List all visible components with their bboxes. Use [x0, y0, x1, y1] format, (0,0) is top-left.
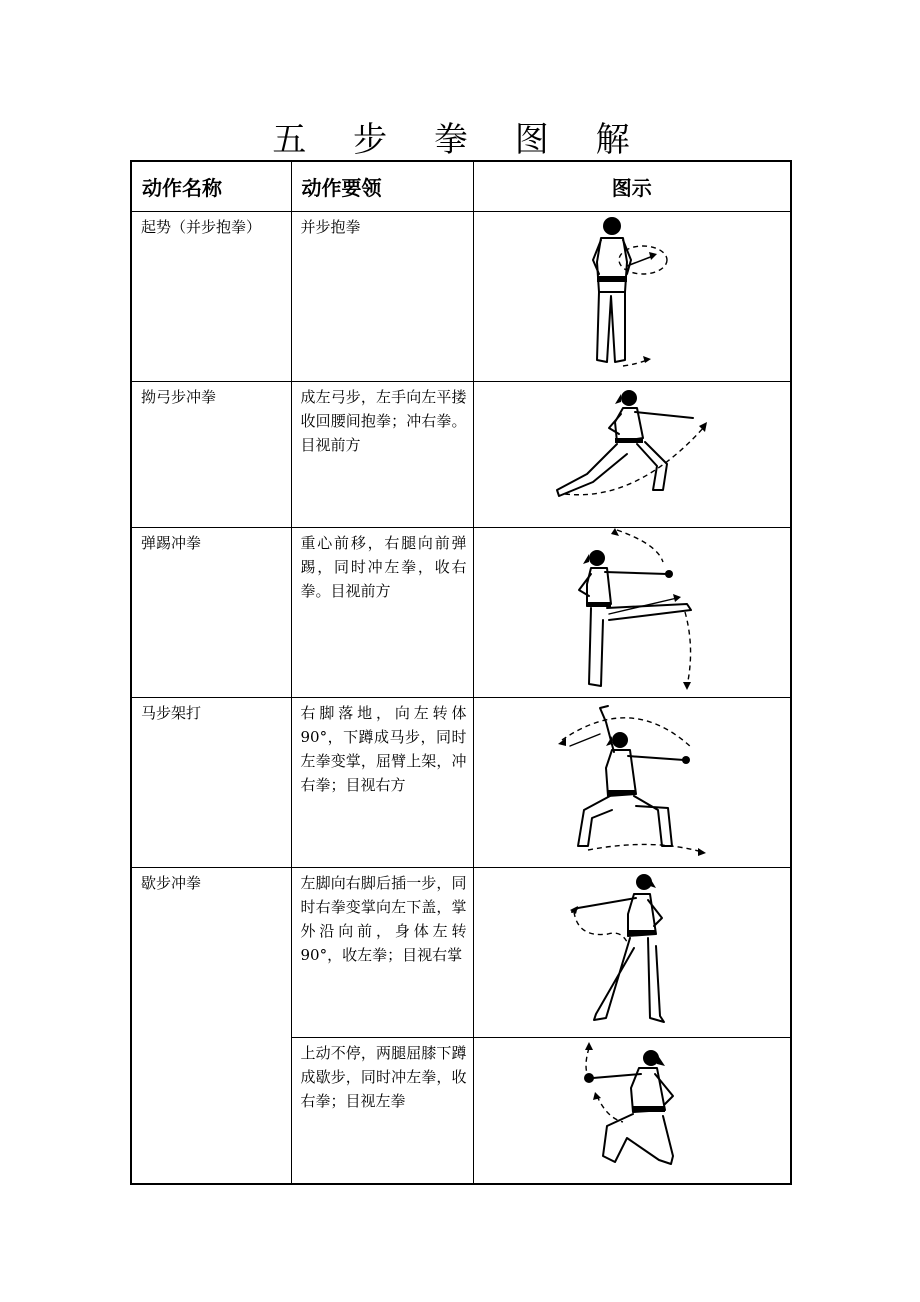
snap-kick-punch-figure-icon	[557, 528, 707, 693]
table-row	[131, 868, 791, 1038]
move-name: 马步架打	[141, 704, 202, 722]
header-move-name: 动作名称	[131, 161, 291, 212]
move-essentials: 并步抱拳	[300, 218, 361, 236]
move-essentials: 成左弓步，左手向左平搂收回腰间抱拳；冲右拳。目视前方	[300, 388, 467, 454]
move-name: 起势（并步抱拳）	[141, 218, 262, 236]
illustration-cell	[473, 382, 791, 528]
move-name: 歇步冲拳	[141, 874, 202, 892]
illustration-cell	[473, 212, 791, 382]
five-step-fist-table	[130, 160, 792, 1185]
table-header-row	[131, 161, 791, 212]
horse-stance-block-punch-figure-icon	[552, 698, 712, 858]
move-essentials: 上动不停，两腿屈膝下蹲成歇步，同时冲左拳，收右拳；目视左拳	[300, 1044, 467, 1110]
table-row	[131, 698, 791, 868]
step-behind-palm-figure-icon	[562, 868, 702, 1028]
header-illustration: 图示	[473, 161, 791, 212]
standing-fists-figure-icon	[577, 212, 687, 372]
page-title: 五 步 拳 图 解	[272, 120, 648, 160]
bow-stance-punch-figure-icon	[547, 382, 717, 502]
move-name: 拗弓步冲拳	[141, 388, 217, 406]
illustration-cell	[473, 698, 791, 868]
table-row	[131, 528, 791, 698]
table-row	[131, 382, 791, 528]
illustration-cell	[473, 528, 791, 698]
illustration-cell	[473, 868, 791, 1038]
header-move-essentials: 动作要领	[291, 161, 473, 212]
move-essentials: 右脚落地，向左转体 90°，下蹲成马步，同时左拳变掌，屈臂上架，冲右拳；目视右方	[300, 704, 467, 794]
move-name: 弹踢冲拳	[141, 534, 202, 552]
move-essentials: 重心前移，右腿向前弹踢，同时冲左拳，收右拳。目视前方	[300, 534, 467, 600]
illustration-cell	[473, 1038, 791, 1184]
rest-stance-punch-figure-icon	[567, 1038, 697, 1173]
move-essentials: 左脚向右脚后插一步，同时右拳变掌向左下盖，掌外沿向前，身体左转 90°，收左拳；目视右掌	[300, 874, 467, 964]
table-row	[131, 212, 791, 382]
